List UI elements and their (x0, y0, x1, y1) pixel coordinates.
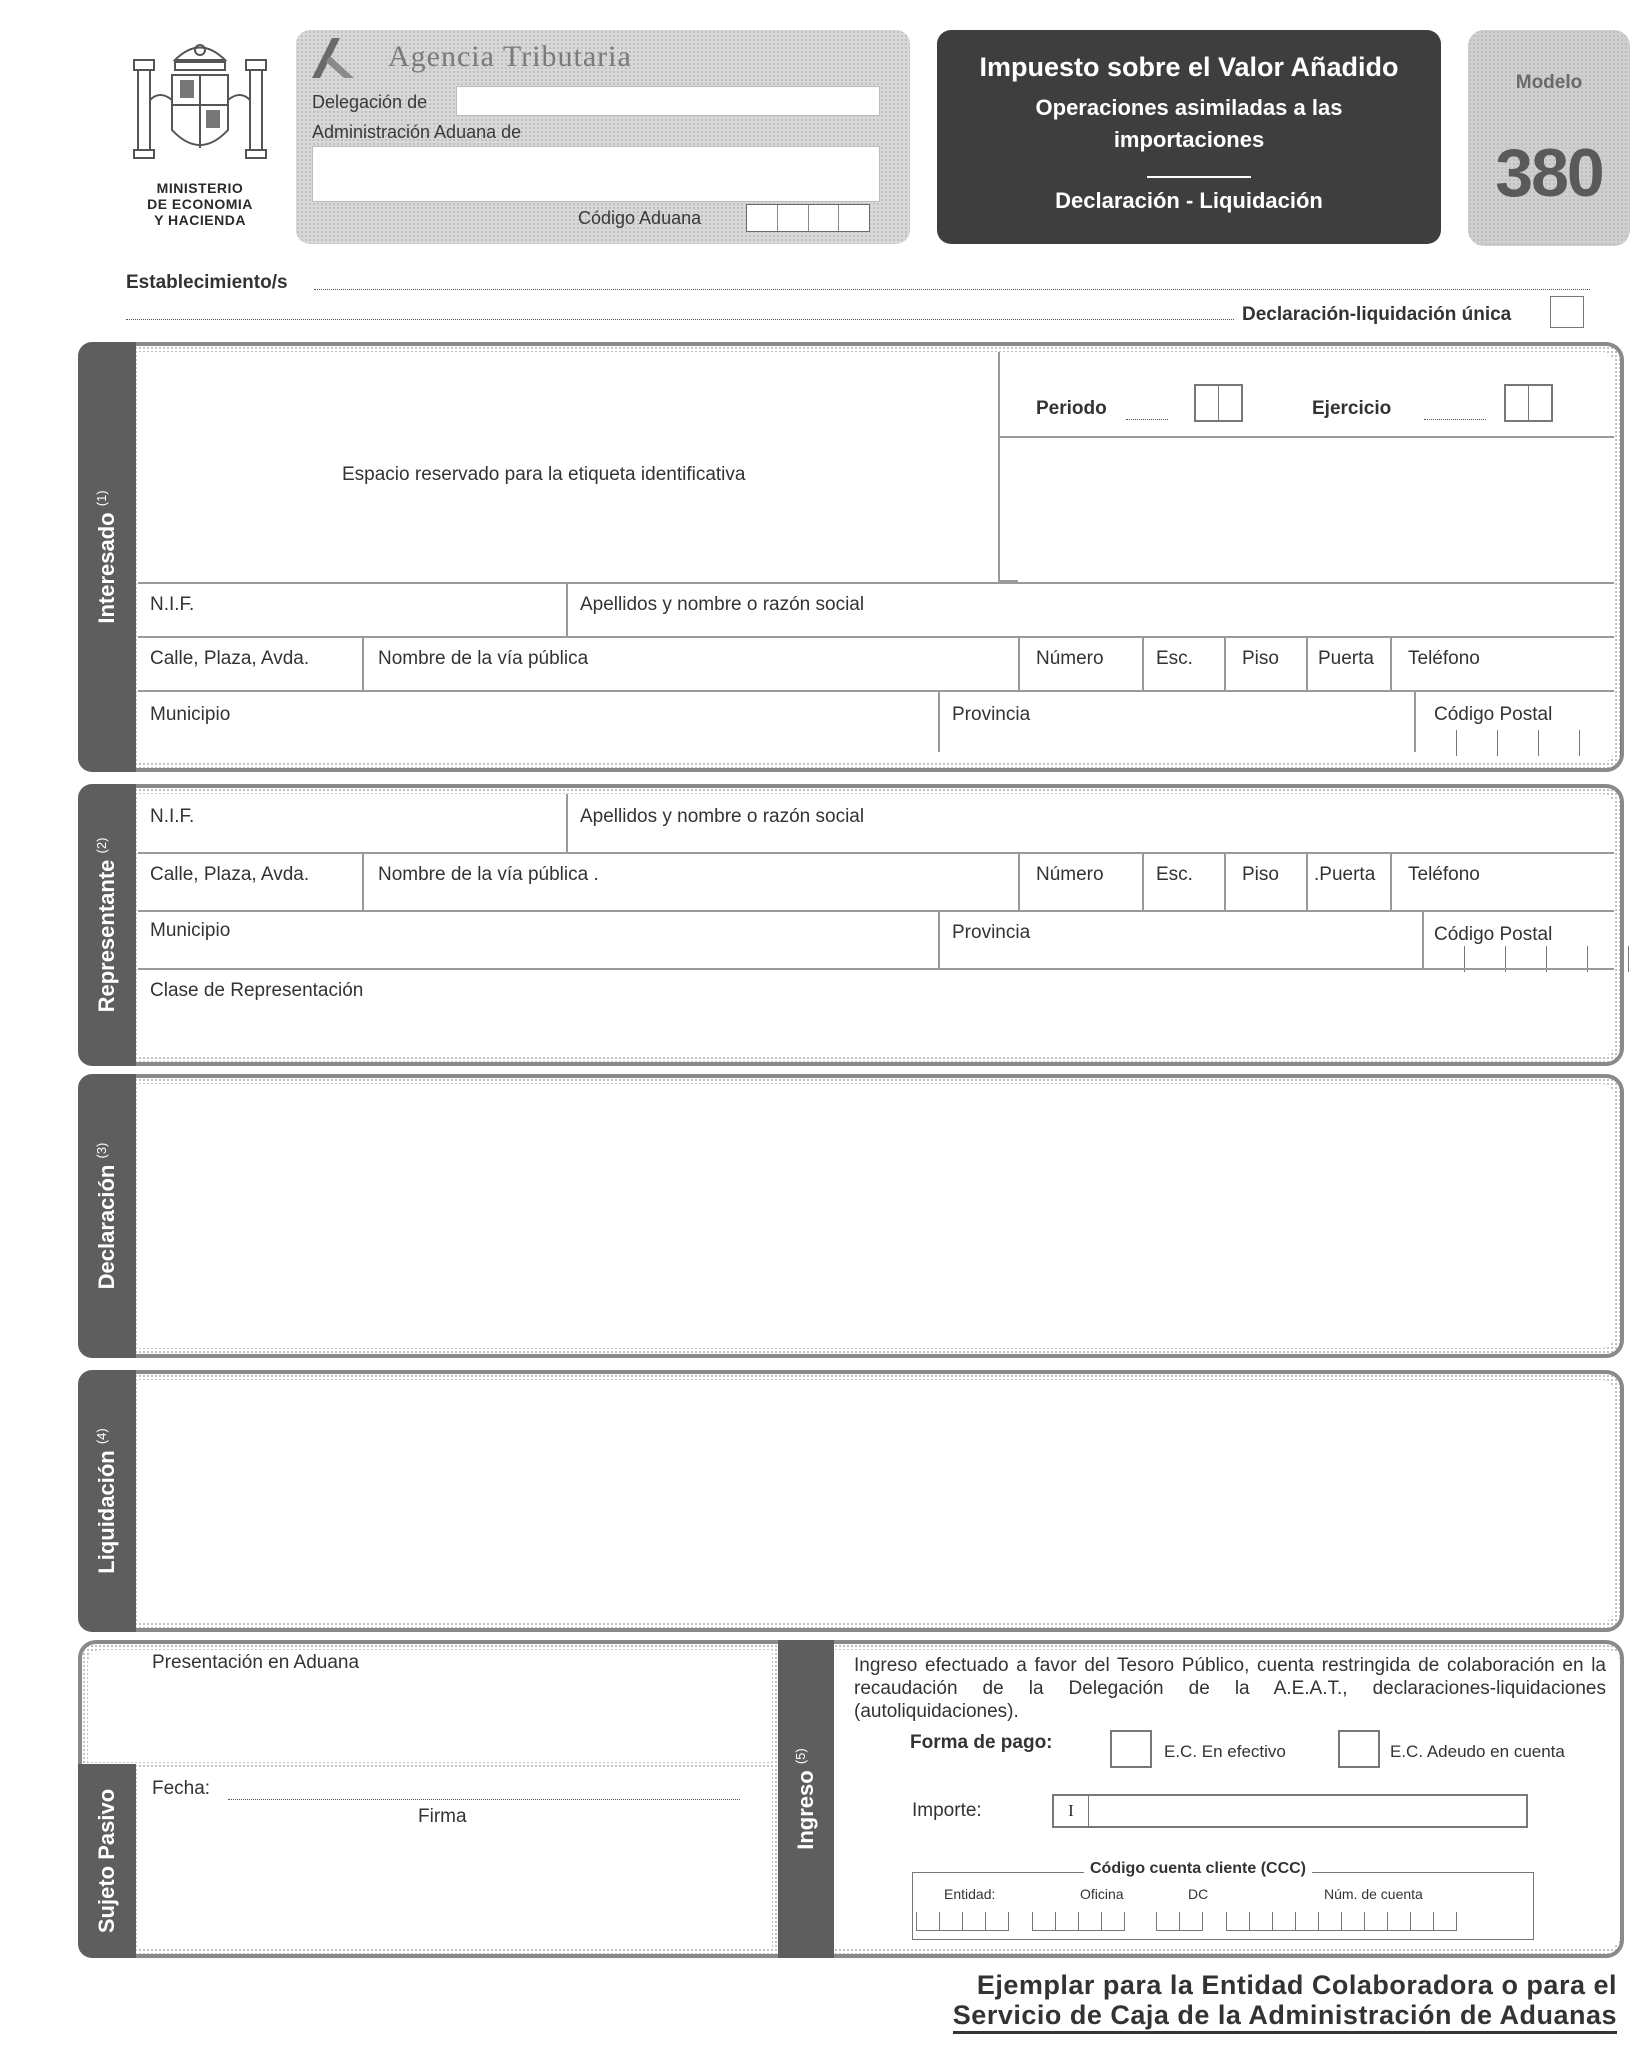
interesado-municipio-label: Municipio (150, 704, 231, 725)
interesado-tab-number: (1) (93, 490, 109, 507)
representante-calle-label: Calle, Plaza, Avda. (150, 864, 310, 885)
impuesto-subtitle (937, 92, 1441, 156)
impuesto-title: Impuesto sobre el Valor Añadido (979, 52, 1399, 82)
ingreso-tab (778, 1640, 834, 1958)
adeudo-checkbox[interactable] (1338, 1730, 1380, 1768)
ministerio-block (100, 30, 300, 250)
impuesto-title-block (937, 30, 1441, 244)
liquidacion-body[interactable] (138, 1380, 1614, 1622)
interesado-tab (78, 342, 136, 772)
ccc-oficina-boxes[interactable] (1032, 1912, 1125, 1931)
representante-body (138, 794, 1614, 1056)
ccc-dc-boxes[interactable] (1156, 1912, 1203, 1931)
adeudo-label: E.C. Adeudo en cuenta (1390, 1742, 1565, 1761)
liquidacion-section (78, 1370, 1624, 1632)
declaracion-section (78, 1074, 1624, 1358)
agencia-logo-icon (310, 36, 356, 80)
ccc-dc-label: DC (1188, 1886, 1209, 1902)
representante-tab-label: Representante (94, 859, 120, 1013)
representante-esc-divider (1142, 854, 1144, 910)
ejercicio-leader (1424, 418, 1486, 420)
establecimiento-field-2[interactable] (126, 318, 1234, 320)
sujeto-pasivo-tab (78, 1764, 136, 1958)
representante-numero-divider (1018, 854, 1020, 910)
representante-piso-label: Piso (1242, 864, 1279, 885)
interesado-provincia-divider (938, 692, 940, 752)
representante-tab (78, 784, 136, 1066)
representante-municipio-label: Municipio (150, 920, 231, 941)
representante-nif-label: N.I.F. (150, 806, 195, 827)
modelo-block (1468, 30, 1630, 246)
interesado-telefono-divider (1390, 638, 1392, 690)
declaracion-unica-checkbox[interactable] (1550, 296, 1584, 328)
importe-field[interactable] (1052, 1794, 1528, 1828)
representante-provincia-label: Provincia (952, 922, 1031, 943)
interesado-cp-label: Código Postal (1434, 704, 1553, 725)
ccc-num-cuenta-label: Núm. de cuenta (1324, 1886, 1423, 1902)
declaracion-tab (78, 1074, 136, 1358)
importe-prefix: I (1054, 1796, 1089, 1826)
representante-via-label: Nombre de la vía pública . (378, 864, 599, 885)
representante-cp-divider (1422, 912, 1424, 968)
codigo-aduana-label: Código Aduana (578, 208, 702, 228)
interesado-row-divider-2 (138, 636, 1614, 638)
representante-cp-label: Código Postal (1434, 924, 1553, 945)
interesado-calle-divider (362, 638, 364, 690)
ministerio-line-2: DE ECONOMIA (147, 196, 253, 212)
fecha-label: Fecha: (152, 1778, 211, 1799)
ingreso-tab-title (793, 1748, 819, 1849)
representante-nombre-label: Apellidos y nombre o razón social (580, 806, 865, 827)
importe-label: Importe: (912, 1800, 982, 1821)
interesado-row-divider-3 (138, 690, 1614, 692)
interesado-piso-label: Piso (1242, 648, 1279, 669)
interesado-via-label: Nombre de la vía pública (378, 648, 589, 669)
declaracion-tab-title (94, 1143, 120, 1290)
interesado-esc-label: Esc. (1156, 648, 1193, 669)
ccc-entidad-boxes[interactable] (916, 1912, 1009, 1931)
representante-row-divider-2 (138, 910, 1614, 912)
representante-provincia-divider (938, 912, 940, 968)
ministerio-line-3: Y HACIENDA (154, 212, 246, 228)
interesado-provincia-label: Provincia (952, 704, 1031, 725)
periodo-divider (1000, 436, 1614, 438)
presentacion-label: Presentación en Aduana (152, 1652, 360, 1673)
ingreso-tab-label: Ingreso (793, 1770, 819, 1850)
interesado-nombre-label: Apellidos y nombre o razón social (580, 594, 865, 615)
liquidacion-tab-title (94, 1428, 120, 1573)
footer-line-2: Servicio de Caja de la Administración de Aduanas (953, 2000, 1617, 2034)
representante-section (78, 784, 1624, 1066)
sujeto-ingreso-section (78, 1640, 1624, 1958)
interesado-body (138, 352, 1614, 762)
agencia-tributaria-block (296, 30, 910, 244)
representante-calle-divider (362, 854, 364, 910)
representante-numero-label: Número (1036, 864, 1104, 885)
interesado-puerta-divider (1306, 638, 1308, 690)
etiqueta-divider (998, 352, 1000, 582)
interesado-cp-boxes[interactable] (1456, 730, 1621, 756)
firma-label: Firma (418, 1806, 467, 1827)
interesado-nif-divider (566, 584, 568, 636)
agencia-brand: Agencia Tributaria (388, 40, 632, 73)
periodo-boxes[interactable] (1194, 384, 1243, 422)
footer-line-1: Ejemplar para la Entidad Colaboradora o para el (976, 1970, 1617, 2000)
representante-tab-number: (2) (93, 837, 109, 854)
representante-nif-divider (566, 794, 568, 852)
representante-row-divider-3 (138, 968, 1614, 970)
interesado-telefono-label: Teléfono (1408, 648, 1480, 669)
representante-tab-title (94, 838, 120, 1013)
liquidacion-tab (78, 1370, 136, 1632)
ccc-oficina-label: Oficina (1080, 1886, 1124, 1902)
interesado-piso-divider (1224, 638, 1226, 690)
efectivo-label: E.C. En efectivo (1164, 1742, 1286, 1761)
ministerio-line-1: MINISTERIO (156, 180, 244, 196)
liquidacion-tab-number: (4) (93, 1428, 109, 1445)
establecimiento-label: Establecimiento/s (126, 272, 288, 293)
impuesto-subtitle-line-2: importaciones (1113, 127, 1265, 152)
liquidacion-tab-label: Liquidación (94, 1450, 120, 1574)
ejercicio-boxes[interactable] (1504, 384, 1553, 422)
interesado-puerta-label: Puerta (1318, 648, 1374, 669)
ccc-entidad-label: Entidad: (944, 1886, 996, 1902)
representante-telefono-label: Teléfono (1408, 864, 1480, 885)
representante-esc-label: Esc. (1156, 864, 1193, 885)
interesado-tab-label: Interesado (94, 512, 120, 624)
administracion-aduana-field[interactable] (312, 146, 880, 202)
interesado-esc-divider (1142, 638, 1144, 690)
ejercicio-label: Ejercicio (1312, 398, 1392, 419)
sujeto-pasivo-body (138, 1768, 772, 1948)
interesado-calle-label: Calle, Plaza, Avda. (150, 648, 310, 669)
ingreso-tab-number: (5) (792, 1748, 808, 1765)
delegacion-label: Delegación de (312, 92, 428, 112)
codigo-aduana-boxes[interactable] (746, 204, 870, 232)
efectivo-checkbox[interactable] (1110, 1730, 1152, 1768)
establecimiento-field[interactable] (314, 288, 1590, 290)
interesado-section (78, 342, 1624, 772)
modelo-number: 380 (1495, 135, 1603, 211)
ccc-title: Código cuenta cliente (CCC) (1084, 1860, 1312, 1878)
administracion-aduana-label: Administración Aduana de (312, 122, 522, 142)
declaracion-tab-label: Declaración (94, 1164, 120, 1290)
representante-telefono-divider (1390, 854, 1392, 910)
representante-row-divider-1 (138, 852, 1614, 854)
sujeto-pasivo-tab-label: Sujeto Pasivo (94, 1788, 119, 1934)
periodo-leader (1126, 418, 1168, 420)
representante-puerta-divider (1306, 854, 1308, 910)
periodo-label: Periodo (1036, 398, 1107, 419)
declaracion-body[interactable] (138, 1084, 1614, 1348)
coat-of-arms-icon (120, 30, 280, 180)
declaracion-tab-number: (3) (93, 1142, 109, 1159)
representante-puerta-label: .Puerta (1314, 864, 1376, 885)
interesado-row-divider-1 (138, 582, 1614, 584)
etiqueta-placeholder: Espacio reservado para la etiqueta identificativa (342, 464, 746, 485)
representante-clase-label: Clase de Representación (150, 980, 364, 1001)
impuesto-divider (1147, 176, 1251, 178)
declaracion-unica-label: Declaración-liquidación única (1242, 304, 1512, 325)
delegacion-field[interactable] (456, 86, 880, 116)
ccc-num-cuenta-boxes[interactable] (1226, 1912, 1457, 1931)
interesado-tab-title (94, 490, 120, 623)
representante-piso-divider (1224, 854, 1226, 910)
interesado-numero-divider (1018, 638, 1020, 690)
impuesto-subtitle-line-1: Operaciones asimiladas a las (1035, 95, 1343, 120)
ingreso-description: Ingreso efectuado a favor del Tesoro Público, cuenta restringida de colaboración en la recaudación de la Delegación de la A.E.A.T., declaraciones-liquidaciones (autoliquidaciones). (854, 1655, 1606, 1722)
modelo-label: Modelo (1515, 72, 1583, 93)
forma-pago-label: Forma de pago: (910, 1732, 1053, 1753)
fecha-field[interactable] (228, 1798, 740, 1800)
interesado-cp-divider (1414, 692, 1416, 752)
interesado-numero-label: Número (1036, 648, 1104, 669)
impuesto-subtitle-line-3: Declaración - Liquidación (1055, 188, 1323, 213)
ingreso-body (834, 1650, 1620, 1948)
interesado-nif-label: N.I.F. (150, 594, 195, 615)
